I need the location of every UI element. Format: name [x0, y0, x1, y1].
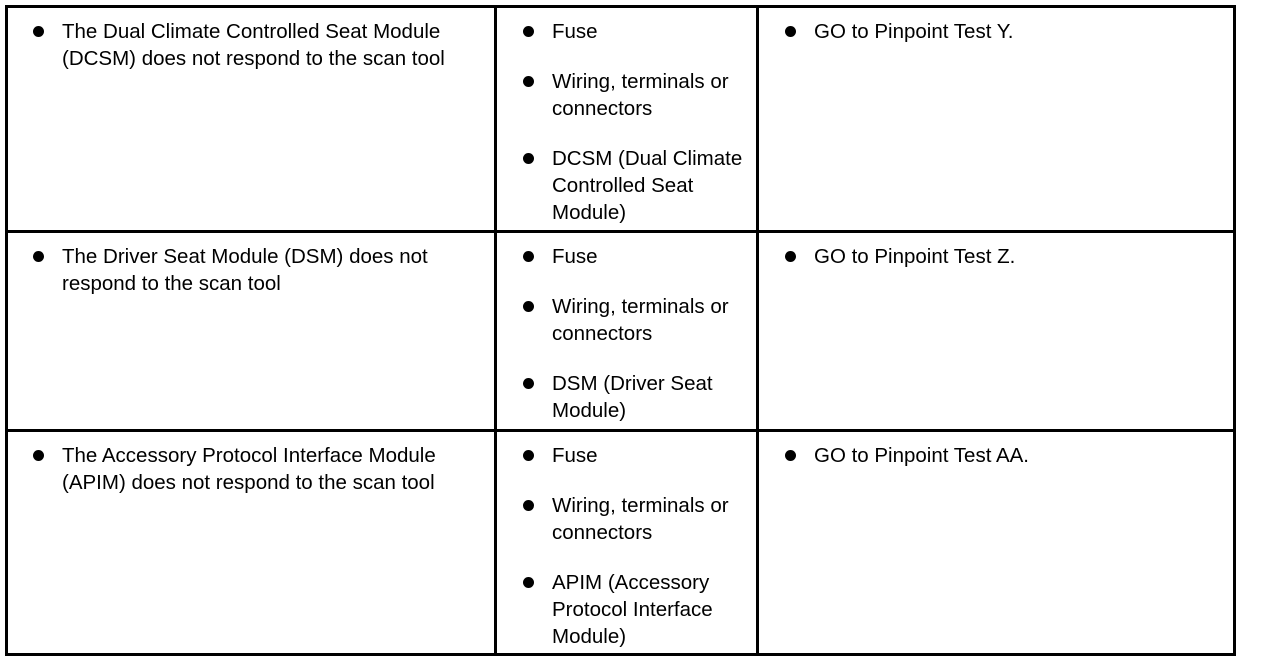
bullet-icon: [785, 251, 796, 262]
bullet-icon: [523, 153, 534, 164]
list-item: [552, 68, 748, 122]
action-text: GO to Pinpoint Test Z.: [814, 245, 1016, 268]
list-item: [814, 18, 1225, 45]
table-row: [8, 8, 1233, 233]
bullet-icon: [523, 76, 534, 87]
source-text: Wiring, terminals or connectors: [552, 70, 729, 120]
action-list: [759, 8, 1233, 45]
possible-sources-cell: [497, 8, 759, 230]
bullet-icon: [785, 450, 796, 461]
sources-list: [497, 233, 756, 424]
source-text: DSM (Driver Seat Module): [552, 372, 713, 422]
bullet-icon: [33, 450, 44, 461]
list-item: [552, 145, 748, 226]
possible-sources-cell: [497, 233, 759, 429]
condition-text: The Accessory Protocol Interface Module (APIM) does not respond to the scan tool: [62, 444, 436, 494]
bullet-icon: [523, 251, 534, 262]
action-text: GO to Pinpoint Test AA.: [814, 444, 1029, 467]
source-text: Fuse: [552, 245, 598, 268]
bullet-icon: [523, 500, 534, 511]
bullet-icon: [523, 301, 534, 312]
condition-list: [8, 233, 494, 297]
action-text: GO to Pinpoint Test Y.: [814, 20, 1014, 43]
action-list: [759, 432, 1233, 469]
sources-list: [497, 8, 756, 226]
list-item: [552, 442, 748, 469]
source-text: Fuse: [552, 20, 598, 43]
list-item: [62, 18, 474, 72]
condition-cell: [8, 432, 497, 653]
bullet-icon: [523, 577, 534, 588]
condition-cell: [8, 8, 497, 230]
action-cell: [759, 432, 1233, 653]
list-item: [814, 442, 1225, 469]
source-text: Wiring, terminals or connectors: [552, 494, 729, 544]
list-item: [552, 492, 748, 546]
list-item: [62, 442, 474, 496]
condition-text: The Dual Climate Controlled Seat Module (DCSM) does not respond to the scan tool: [62, 20, 445, 70]
condition-list: [8, 8, 494, 72]
list-item: [62, 243, 474, 297]
condition-text: The Driver Seat Module (DSM) does not respond to the scan tool: [62, 245, 428, 295]
source-text: Fuse: [552, 444, 598, 467]
source-text: APIM (Accessory Protocol Interface Module): [552, 571, 713, 648]
action-cell: [759, 8, 1233, 230]
list-item: [552, 370, 748, 424]
list-item: [552, 243, 748, 270]
bullet-icon: [33, 26, 44, 37]
bullet-icon: [785, 26, 796, 37]
table-row: [8, 233, 1233, 432]
bullet-icon: [523, 378, 534, 389]
source-text: DCSM (Dual Climate Controlled Seat Module): [552, 147, 743, 224]
possible-sources-cell: [497, 432, 759, 653]
action-cell: [759, 233, 1233, 429]
list-item: [552, 18, 748, 45]
table-row: [8, 432, 1233, 653]
bullet-icon: [33, 251, 44, 262]
source-text: Wiring, terminals or connectors: [552, 295, 729, 345]
diagnostic-table: [5, 5, 1236, 656]
sources-list: [497, 432, 756, 650]
bullet-icon: [523, 26, 534, 37]
condition-list: [8, 432, 494, 496]
condition-cell: [8, 233, 497, 429]
list-item: [552, 293, 748, 347]
bullet-icon: [523, 450, 534, 461]
list-item: [814, 243, 1225, 270]
action-list: [759, 233, 1233, 270]
list-item: [552, 569, 748, 650]
